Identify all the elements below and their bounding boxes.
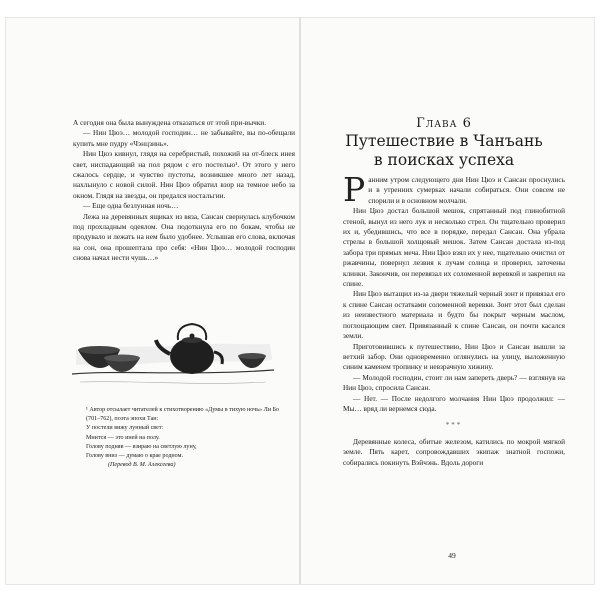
paragraph: Приготовившись к путешествию, Нин Цюэ и Сансан вышли за ветхий забор. Они одновременно оглянулись на улицу, выложенную синим каменем тропинку и невзрачную хижину. bbox=[343, 341, 565, 372]
section-divider: *** bbox=[445, 421, 463, 430]
poem-line: Голову вниз — думаю о крае родном. bbox=[86, 453, 183, 460]
left-page-text bbox=[73, 118, 295, 264]
poem-line: Мнится — это иней на полу. bbox=[86, 434, 160, 441]
paragraph: А сегодня она была вынуждена отказаться от этой при-вычки. bbox=[73, 118, 267, 127]
chapter-title-line: Путешествие в Чанъань bbox=[345, 132, 543, 150]
chapter-title bbox=[322, 132, 566, 170]
paragraph-text: анним утром следующего дня Нин Цюэ и Сансан проснулись и в утренних сумерках начали собираться. Они совсем не спорили и в основном молчали. bbox=[368, 175, 565, 205]
page-number: 49 bbox=[448, 551, 456, 560]
book-gutter bbox=[299, 18, 301, 584]
paragraph: — Молодой господин, стоит ли нам запереть дверь? — взглянув на Нин Цюэ, спросила Сансан. bbox=[343, 372, 565, 393]
poem-line: У постели вижу лунный свет: bbox=[86, 425, 164, 432]
paragraph: Деревянные колеса, обитые железом, катились по мокрой мягкой земле. Пять карет, сопровождавших экипаж знатной госпожи, собирались покинуть Вэйчэнь. Вдоль дороги bbox=[343, 436, 565, 467]
right-page-text bbox=[343, 170, 565, 468]
chapter-label: Глава 6 bbox=[416, 116, 472, 131]
paragraph: Нин Цюэ достал большой мешок, спрятанный под глинобитной стеной, вынул из него лук и несколько стрел. Он тщательно проверил их и, убедившись, что все в порядке, передал Сансан. Она убрала стрелы в большой холщовый мешок. Затем Сансан достала из-под забора три прямых меча. Нин Цюэ взял их у нее, тщательно очистил от ржавчины, повернул лезвия к лучам солнца и проверил, заточены клинки. Закончив, он перевязал их соломенной веревкой и закрепил на спине. bbox=[343, 206, 565, 289]
poem-line: Голову подняв — взираю на светлую луну, bbox=[86, 443, 197, 450]
chapter-title-line: в поисках успеха bbox=[373, 151, 515, 169]
footnote-poem bbox=[86, 424, 282, 461]
footnote-text: ¹ Автор отсылает читателей к стихотворению «Думы в тихую ночь» Ли Бо (701–762), поэта эпохи Тан: bbox=[86, 407, 280, 423]
paragraph: — Нет. — После недолгого молчания Нин Цюэ продолжил: — Мы… вряд ли вернемся сюда. bbox=[343, 393, 565, 413]
paragraph: — Нин Цюэ… молодой господин… не забывайте, вы по-обещали купить мне пудру «Чэнцзинь». bbox=[73, 128, 295, 148]
paragraph: Нин Цюэ вытащил из-за двери тяжелый черный зонт и привязал его к спине Сансан остатками соломенной веревки. Зонт этот был сделан из неизвестного материала и будто бы покрыт черным маслом, поглощающим свет. Привязанный к спине Сансан, он почти касался земли. bbox=[343, 289, 565, 341]
paragraph: Лежа на деревянных ящиках из вяза, Сансан свернулась клубочком под прохладным одеялом. Она подоткнула его по бокам, чтобы не продувало и лежать на нем было удобнее. Услышав его слова, включая на сон, она прошептала про себя: «Нин Цюэ… молодой господин снова начал нести чушь…» bbox=[73, 211, 295, 263]
footnote-translator: (Перевод В. М. Алексеева) bbox=[108, 462, 176, 469]
drop-cap: Р bbox=[343, 170, 366, 209]
footnote bbox=[86, 406, 282, 470]
paragraph bbox=[343, 170, 565, 209]
teapot-illustration bbox=[70, 310, 276, 392]
paragraph: Нин Цюэ кивнул, глядя на серебристый, похожий на от-блеск инея свет, ниспадающий на пол рядом с его постелью¹. От этого у него сжалось сердце, и чувство пустоты, возникшее много лет назад, нахлынуло с новой силой. Нин Цюэ обратил взор на темное небо за окном. Глядя на звезды, он предался ностальгии. bbox=[73, 149, 295, 200]
paragraph: — Еще одна безлунная ночь… bbox=[83, 201, 179, 211]
